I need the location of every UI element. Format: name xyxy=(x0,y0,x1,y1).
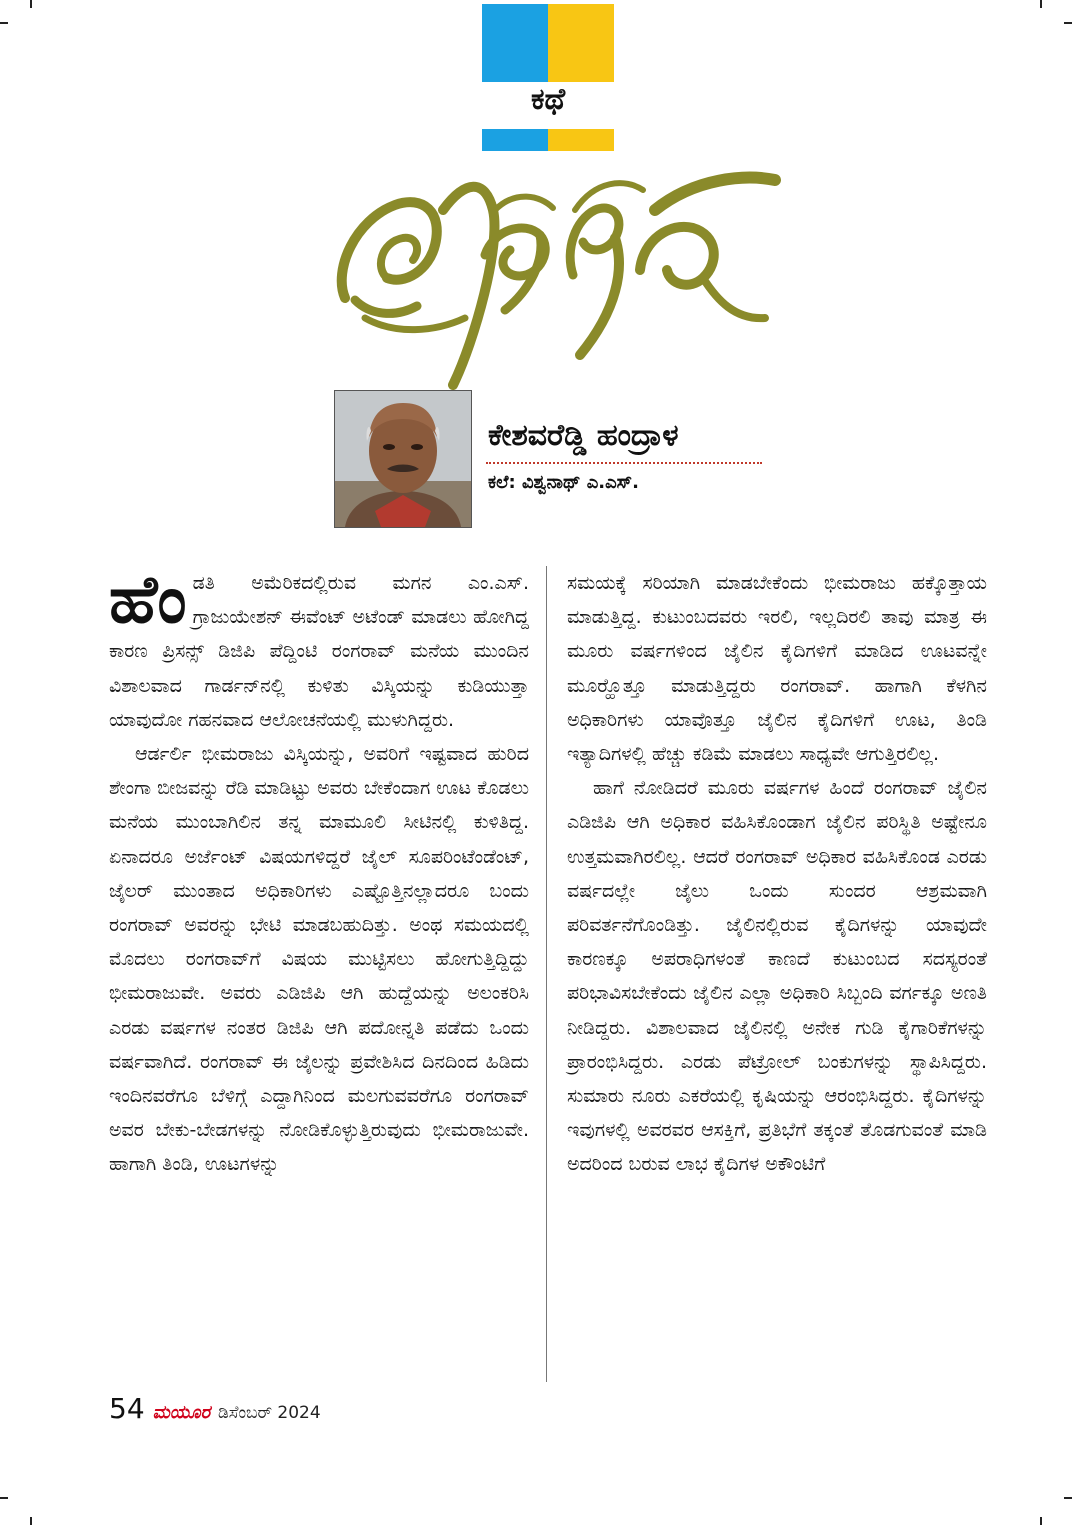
illustration-credit: ಕಲೆ: ವಿಶ್ವನಾಥ್ ಎ.ಎಸ್. xyxy=(488,472,639,493)
magazine-name: ಮಯೂರ xyxy=(152,1402,211,1423)
section-logo-yellow-top xyxy=(548,4,614,82)
author-divider xyxy=(486,462,762,464)
crop-mark xyxy=(1040,0,1042,8)
paragraph-text: ಡತಿ ಅಮೆರಿಕದಲ್ಲಿರುವ ಮಗನ ಎಂ.ಎಸ್. ಗ್ರಾಜುಯೇಶನ್ ಈವೆಂಟ್ ಅಟೆಂಡ್ ಮಾಡಲು ಹೋಗಿದ್ದ ಕಾರಣ ಪ್ರಿಸನ್ಸ್ ಡಿಜಿಪಿ ಪೆದ್ದಿಂಟಿ ರಂಗರಾವ್ ಮನೆಯ ಮುಂದಿನ ವಿಶಾಲವಾದ ಗಾರ್ಡನ್‌ನಲ್ಲಿ ಕುಳಿತು ವಿಸ್ಕಿಯನ್ನು ಕುಡಿಯುತ್ತಾ ಯಾವುದೋ ಗಹನವಾದ ಆಲೋಚನೆಯಲ್ಲಿ ಮುಳುಗಿದ್ದರು. xyxy=(109,572,529,731)
crop-mark xyxy=(1040,1517,1042,1525)
crop-mark xyxy=(1064,1497,1072,1499)
drop-cap: ಹೆಂ xyxy=(109,561,187,638)
body-paragraph: ಸಮಯಕ್ಕೆ ಸರಿಯಾಗಿ ಮಾಡಬೇಕೆಂದು ಭೀಮರಾಜು ಹಕ್ಕೊತ್ತಾಯ ಮಾಡುತ್ತಿದ್ದ. ಕುಟುಂಬದವರು ಇರಲಿ, ಇಲ್ಲದಿರಲಿ ತಾವು ಮಾತ್ರ ಈ ಮೂರು ವರ್ಷಗಳಿಂದ ಜೈಲಿನ ಕೈದಿಗಳಿಗೆ ಮಾಡಿದ ಊಟವನ್ನೇ ಮೂರ್‍ಹೊತ್ತೂ ಮಾಡುತ್ತಿದ್ದರು ರಂಗರಾವ್. ಹಾಗಾಗಿ ಕೆಳಗಿನ ಅಧಿಕಾರಿಗಳು ಯಾವೊತ್ತೂ ಜೈಲಿನ ಕೈದಿಗಳಿಗೆ ಊಟ, ತಿಂಡಿ ಇತ್ಯಾದಿಗಳಲ್ಲಿ ಹೆಚ್ಚು ಕಡಿಮೆ ಮಾಡಲು ಸಾಧ್ಯವೇ ಆಗುತ್ತಿರಲಿಲ್ಲ. xyxy=(567,572,987,766)
author-name: ಕೇಶವರೆಡ್ಡಿ ಹಂದ್ರಾಳ xyxy=(488,418,679,453)
crop-mark xyxy=(30,0,32,8)
crop-mark xyxy=(0,22,8,24)
crop-mark xyxy=(30,1517,32,1525)
section-logo-yellow-bottom xyxy=(548,129,614,151)
section-logo-blue-bottom xyxy=(482,129,548,151)
page-footer xyxy=(109,1392,321,1425)
author-photo xyxy=(334,390,472,528)
issue-date: ಡಿಸೆಂಬರ್ 2024 xyxy=(218,1403,321,1423)
body-paragraph: ಆರ್ಡರ್ಲಿ ಭೀಮರಾಜು ವಿಸ್ಕಿಯನ್ನು, ಅವರಿಗೆ ಇಷ್ಟವಾದ ಹುರಿದ ಶೇಂಗಾ ಬೀಜವನ್ನು ರೆಡಿ ಮಾಡಿಟ್ಟು ಅವರು ಬೇಕೆಂದಾಗ ಊಟ ಕೊಡಲು ಮನೆಯ ಮುಂಬಾಗಿಲಿನ ತನ್ನ ಮಾಮೂಲಿ ಸೀಟಿನಲ್ಲಿ ಕುಳಿತಿದ್ದ. ಏನಾದರೂ ಅರ್ಜೆಂಟ್ ವಿಷಯಗಳಿದ್ದರೆ ಜೈಲ್ ಸೂಪರಿಂಟೆಂಡೆಂಟ್, ಜೈಲರ್ ಮುಂತಾದ ಅಧಿಕಾರಿಗಳು ಎಷ್ಟೊತ್ತಿನಲ್ಲಾದರೂ ಬಂದು ರಂಗರಾವ್ ಅವರನ್ನು ಭೇಟಿ ಮಾಡಬಹುದಿತ್ತು. ಅಂಥ ಸಮಯದಲ್ಲಿ ಮೊದಲು ರಂಗರಾವ್‌ಗೆ ವಿಷಯ ಮುಟ್ಟಿಸಲು ಹೋಗುತ್ತಿದ್ದಿದ್ದು ಭೀಮರಾಜುವೇ. ಅವರು ಎಡಿಜಿಪಿ ಆಗಿ ಹುದ್ದೆಯನ್ನು ಅಲಂಕರಿಸಿ ಎರಡು ವರ್ಷಗಳ ನಂತರ ಡಿಜಿಪಿ ಆಗಿ ಪದೋನ್ನತಿ ಪಡೆದು ಒಂದು ವರ್ಷವಾಗಿದೆ. ರಂಗರಾವ್ ಈ ಜೈಲನ್ನು ಪ್ರವೇಶಿಸಿದ ದಿನದಿಂದ ಹಿಡಿದು ಇಂದಿನವರೆಗೂ ಬೆಳಿಗ್ಗೆ ಎದ್ದಾಗಿನಿಂದ ಮಲಗುವವರೆಗೂ ರಂಗರಾವ್ ಅವರ ಬೇಕು-ಬೇಡಗಳನ್ನು ನೋಡಿಕೊಳ್ಳುತ್ತಿರುವುದು ಭೀಮರಾಜುವೇ. ಹಾಗಾಗಿ ತಿಂಡಿ, ಊಟಗಳನ್ನು xyxy=(109,743,529,1176)
page-number: 54 xyxy=(109,1392,145,1425)
crop-mark xyxy=(0,1497,8,1499)
body-column-left xyxy=(109,561,529,1182)
column-divider xyxy=(546,566,547,1382)
body-paragraph xyxy=(109,561,529,737)
section-logo-blue-top xyxy=(482,4,548,82)
crop-mark xyxy=(1064,22,1072,24)
body-paragraph: ಹಾಗೆ ನೋಡಿದರೆ ಮೂರು ವರ್ಷಗಳ ಹಿಂದೆ ರಂಗರಾವ್ ಜೈಲಿನ ಎಡಿಜಿಪಿ ಆಗಿ ಅಧಿಕಾರ ವಹಿಸಿಕೊಂಡಾಗ ಜೈಲಿನ ಪರಿಸ್ಥಿತಿ ಅಷ್ಟೇನೂ ಉತ್ತಮವಾಗಿರಲಿಲ್ಲ. ಆದರೆ ರಂಗರಾವ್ ಅಧಿಕಾರ ವಹಿಸಿಕೊಂಡ ಎರಡು ವರ್ಷದಲ್ಲೇ ಜೈಲು ಒಂದು ಸುಂದರ ಆಶ್ರಮವಾಗಿ ಪರಿವರ್ತನೆಗೊಂಡಿತ್ತು. ಜೈಲಿನಲ್ಲಿರುವ ಕೈದಿಗಳನ್ನು ಯಾವುದೇ ಕಾರಣಕ್ಕೂ ಅಪರಾಧಿಗಳಂತೆ ಕಾಣದೆ ಕುಟುಂಬದ ಸದಸ್ಯರಂತೆ ಪರಿಭಾವಿಸಬೇಕೆಂದು ಜೈಲಿನ ಎಲ್ಲಾ ಅಧಿಕಾರಿ ಸಿಬ್ಬಂದಿ ವರ್ಗಕ್ಕೂ ಅಣತಿ ನೀಡಿದ್ದರು. ವಿಶಾಲವಾದ ಜೈಲಿನಲ್ಲಿ ಅನೇಕ ಗುಡಿ ಕೈಗಾರಿಕೆಗಳನ್ನು ಪ್ರಾರಂಭಿಸಿದ್ದರು. ಎರಡು ಪೆಟ್ರೋಲ್ ಬಂಕುಗಳನ್ನು ಸ್ಥಾಪಿಸಿದ್ದರು. ಸುಮಾರು ನೂರು ಎಕರೆಯಲ್ಲಿ ಕೃಷಿಯನ್ನು ಆರಂಭಿಸಿದ್ದರು. ಕೈದಿಗಳನ್ನು ಇವುಗಳಲ್ಲಿ ಅವರವರ ಆಸಕ್ತಿಗೆ, ಪ್ರತಿಭೆಗೆ ತಕ್ಕಂತೆ ತೊಡಗುವಂತೆ ಮಾಡಿ ಅದರಿಂದ ಬರುವ ಲಾಭ ಕೈದಿಗಳ ಅಕೌಂಟಿಗೆ xyxy=(567,777,987,1176)
section-label: ಕಥೆ xyxy=(530,82,566,117)
body-column-right xyxy=(567,566,987,1182)
